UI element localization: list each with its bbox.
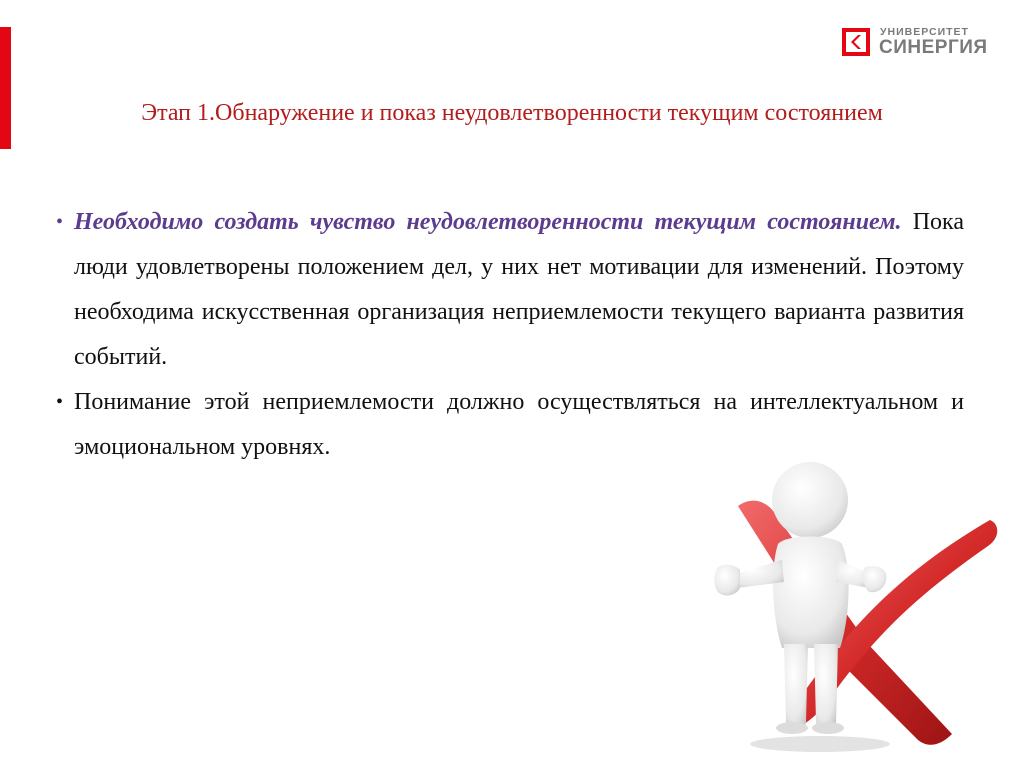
person-figure [714,462,886,734]
accent-bar [0,27,11,149]
bullet-1-emphasis: Необходимо создать чувство неудовлетворенности текущим состоянием. [74,209,902,235]
bullet-1-text: Пока люди удовлетворены положением дел, у них нет мотивации для изменений. Поэтому необходима искусственная организация неприемлемости текущего варианта развития событий. [74,209,965,370]
bullet-list [56,200,964,470]
synergy-logo-icon [842,28,870,56]
bullet-icon: • [56,391,64,413]
figure-thumbs-down-with-red-x-icon [700,448,1010,758]
bullet-icon: • [56,211,64,233]
bullet-2-text: Понимание этой неприемлемости должно осуществляться на интеллектуальном и эмоциональном уровнях. [74,389,964,460]
bullet-item-1 [56,200,964,380]
slide-title: Этап 1.Обнаружение и показ неудовлетворенности текущим состоянием [141,100,883,126]
university-logo [842,24,1002,64]
logo-line-2: СИНЕРГИЯ [879,37,988,58]
logo-line-1: УНИВЕРСИТЕТ [880,26,969,38]
